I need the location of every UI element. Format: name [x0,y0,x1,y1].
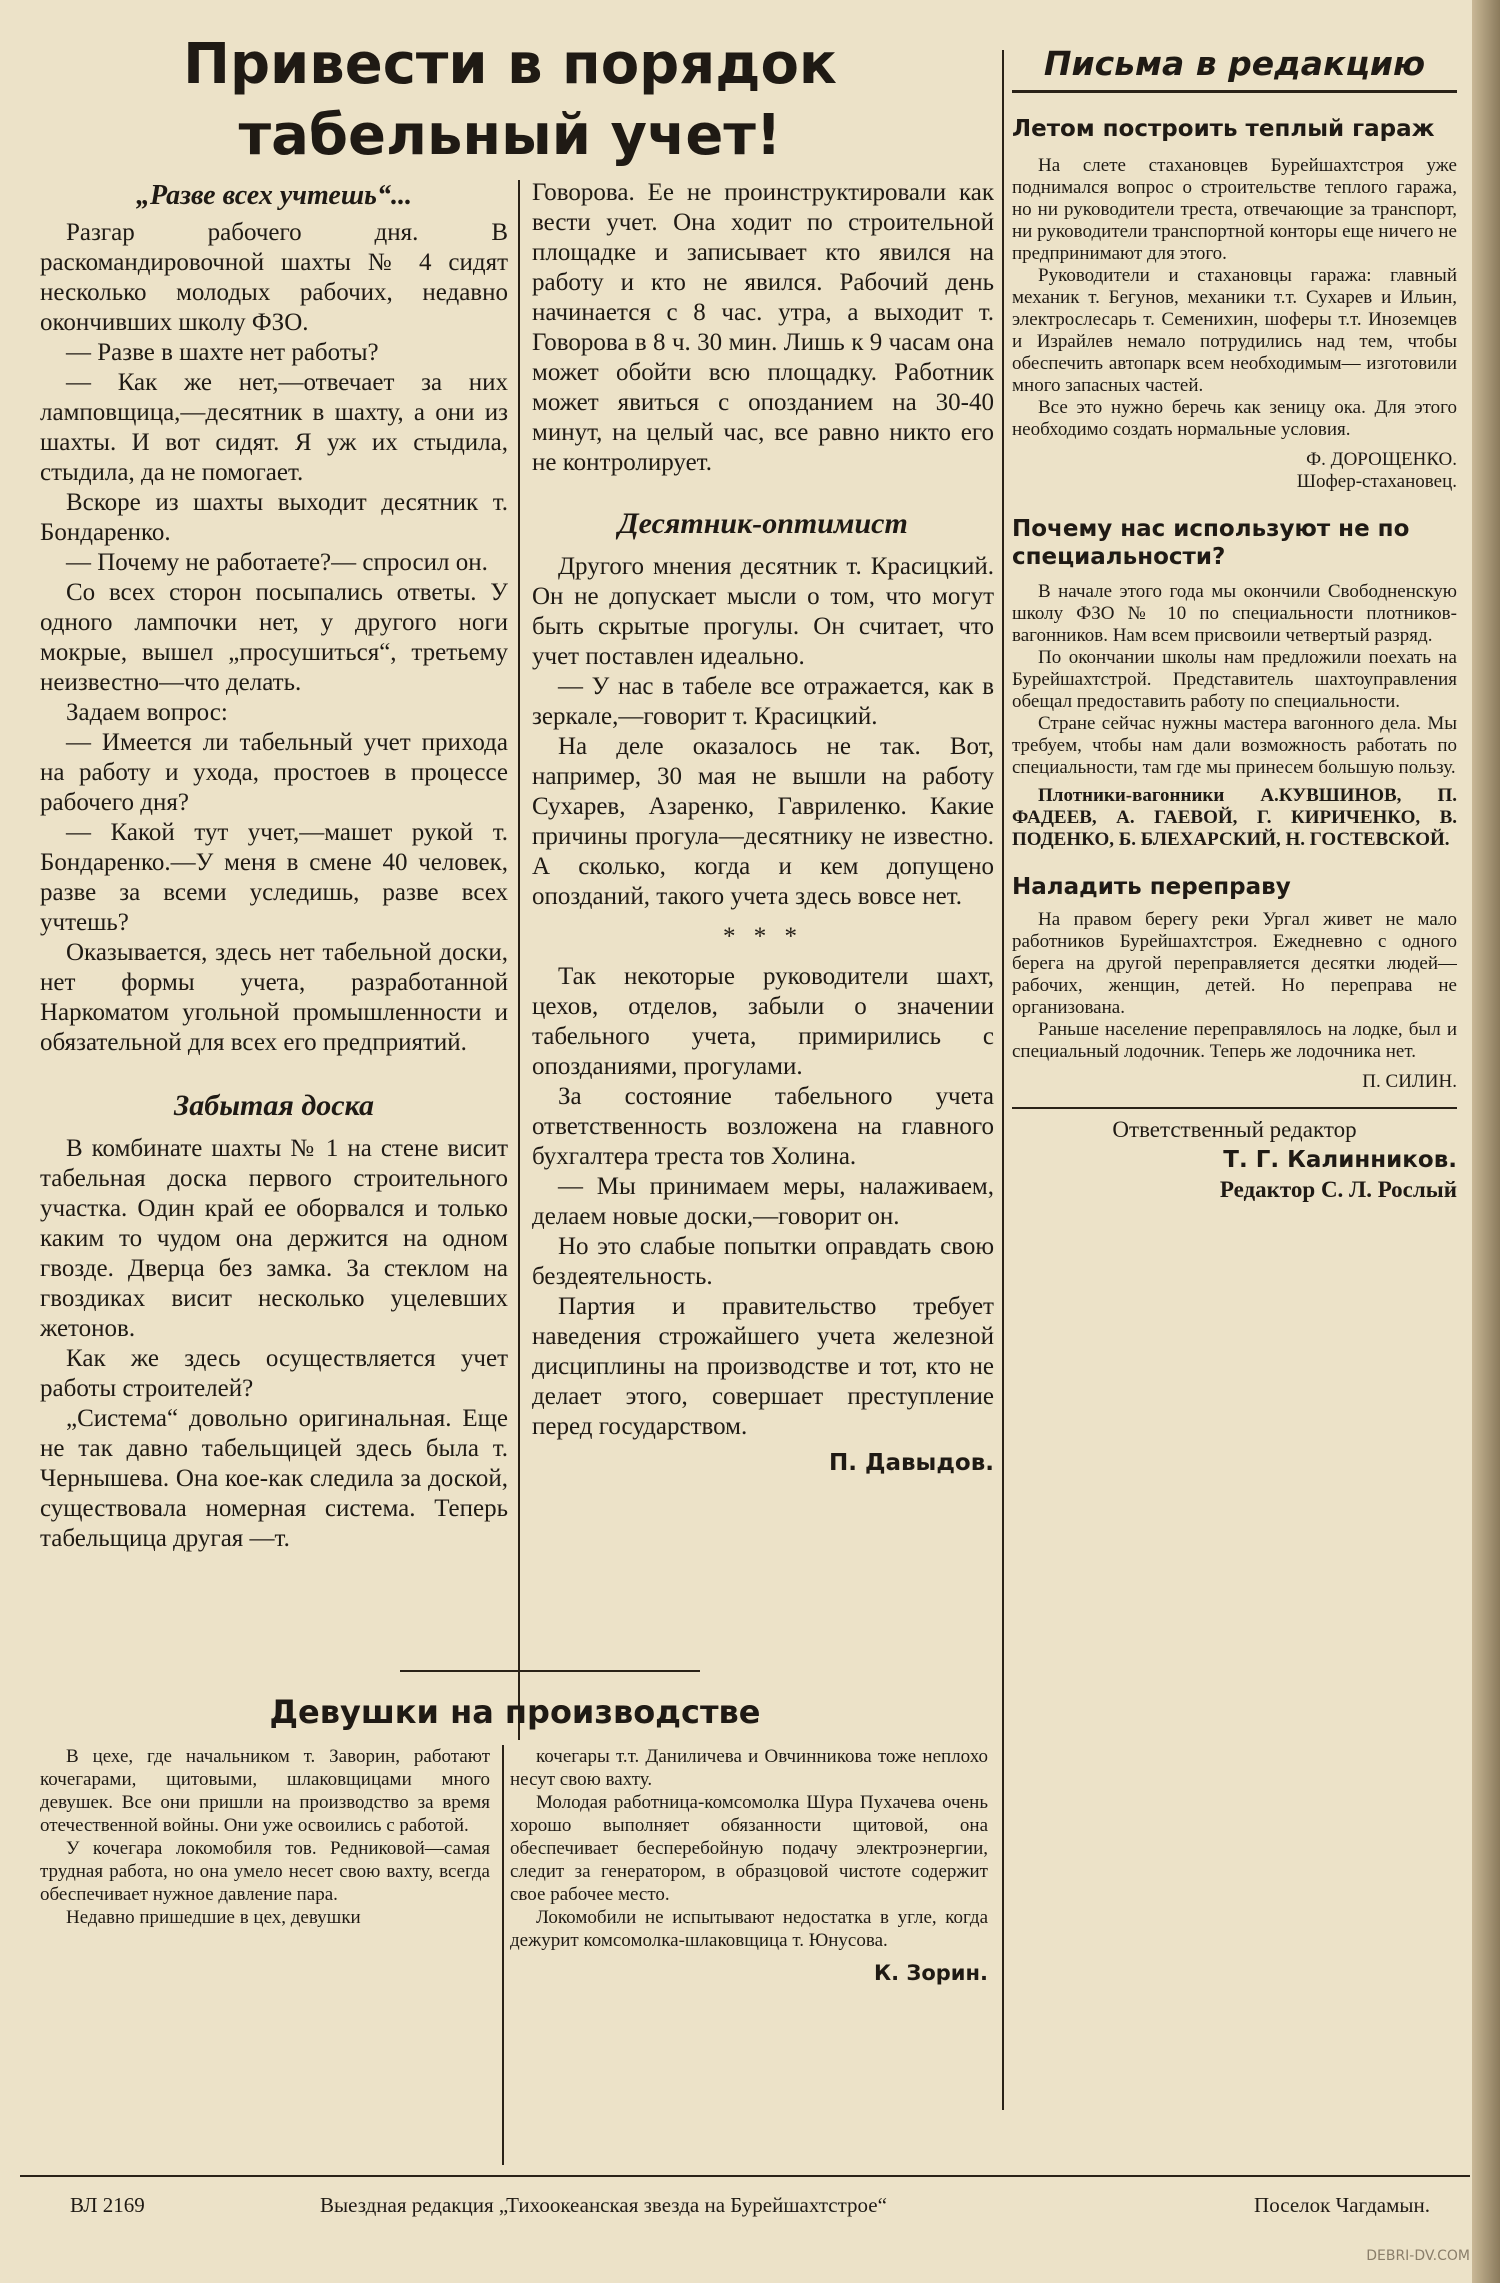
section-title: Десятник-оптимист [618,507,908,540]
article-signature: П. Давыдов. [828,1450,994,1476]
article-paragraph: — Какой тут учет,—машет рукой т. Бондаренко.—У меня в смене 40 человек, разве за всеми уследишь, разве всех учтешь? [40,819,508,936]
article-paragraph: В начале этого года мы окончили Свободненскую школу ФЗО № 10 по специальности плотников-вагонников. Нам всем присвоили четвертый разряд. [1012,581,1457,646]
article-paragraph: Раньше население переправлялось на лодке, был и специальный лодочник. Теперь же лодочника нет. [1012,1019,1457,1062]
article-paragraph: За состояние табельного учета ответственность возложена на главного бухгалтера треста тов Холина. [532,1083,994,1170]
article-paragraph: Партия и правительство требует наведения строжайшего учета железной дисциплины на производстве и тот, кто не делает этого, совершает преступление перед государством. [532,1293,994,1440]
article-paragraph: — Как же нет,—отвечает за них ламповщица,—десятник в шахту, а они из шахты. И вот сидят. Я уж их стыдила, стыдила, да не помогает. [40,369,508,486]
letter-signature: П. СИЛИН. [1362,1071,1457,1092]
watermark: DEBRI-DV.COM [1366,2248,1470,2264]
letter-signature: Ф. ДОРОЩЕНКО. [1306,449,1457,470]
article-paragraph: В цехе, где начальником т. Заворин, работают кочегарами, щитовыми, шлаковщицами много девушек. Все они пришли на производство за время отечественной войны. Они уже освоились с работой. [40,1746,490,1836]
article-paragraph: кочегары т.т. Даниличева и Овчинникова тоже неплохо несут свою вахту. [510,1746,988,1790]
letter-body [1012,581,1457,779]
print-code: ВЛ 2169 [70,2193,145,2217]
article-paragraph: — Имеется ли табельный учет прихода на работу и ухода, простоев в процессе рабочего дня? [40,729,508,816]
column-rule [502,1745,504,2165]
article-paragraph: Но это слабые попытки оправдать свою бездеятельность. [532,1233,994,1290]
article-paragraph: — Почему не работаете?— спросил он. [66,549,488,576]
binding-edge [1472,0,1500,2283]
article-paragraph: Локомобили не испытывают недостатка в угле, когда дежурит комсомолка-шлаковщица т. Юнусова. [510,1907,988,1951]
article-paragraph: Разгар рабочего дня. В раскомандировочной шахты № 4 сидят несколько молодых рабочих, недавно окончивших школу ФЗО. [40,219,508,336]
article-paragraph: На деле оказалось не так. Вот, например, 30 мая не вышли на работу Сухарев, Азаренко, Гавриленко. Какие причины прогула—десятнику не известно. А сколько, когда и кем допущено опозданий, такого учета здесь вовсе нет. [532,733,994,910]
bottom-column-1 [40,1745,490,2145]
ornament-rule [400,1670,700,1672]
article-paragraph: Со всех сторон посыпались ответы. У одного лампочки нет, у другого ноги мокрые, вышел „просушиться“, третьему неизвестно—что делать. [40,579,508,696]
main-column-1 [40,178,508,1748]
column-rule [1002,50,1004,2110]
article-paragraph: Вскоре из шахты выходит десятник т. Бондаренко. [40,489,508,546]
bottom-column-2 [510,1745,988,2165]
article-paragraph: Недавно пришедшие в цех, девушки [66,1907,361,1928]
article-paragraph: — У нас в табеле все отражается, как в зеркале,—говорит т. Красицкий. [532,673,994,730]
article-paragraph: На правом берегу реки Ургал живет не мало работников Бурейшахтстроя. Ежедневно с одного берега на другой переправляется десятки людей—рабочих, женщин, детей. Но переправа не организована. [1012,909,1457,1018]
article-paragraph: Так некоторые руководители шахт, цехов, отделов, забыли о значении табельного учета, примирились с опозданиями, прогулами. [532,963,994,1080]
letters-column [1012,42,1457,2092]
letter-title: Почему нас используют не по специальности? [1012,516,1410,570]
main-column-2 [532,178,994,1748]
column-rule [518,180,520,1740]
article-paragraph: Оказывается, здесь нет табельной доски, нет формы учета, разработанной Наркоматом угольной промышленности и обязательной для всех его предприятий. [40,939,508,1056]
article-paragraph: В комбинате шахты № 1 на стене висит табельная доска первого строительного участка. Один край ее оборвался и только каким то чудом она держится на одном гвозде. Дверца без замка. За стеклом на гвоздиках висит несколько уцелевших жетонов. [40,1135,508,1342]
article-paragraph: Руководители и стахановцы гаража: главный механик т. Бегунов, механики т.т. Сухарев и Ильин, электрослесарь т. Семенихин, шоферы т.т. Иноземцев и Израйлев немало потрудились над тем, чтобы обеспечить автопарк всем необходимым— изготовили много запасных частей. [1012,265,1457,396]
footer [70,2190,1450,2230]
article-paragraph: У кочегара локомобиля тов. Редниковой—самая трудная работа, но она умело несет свою вахту, всегда обеспечивает нужное давление пара. [40,1838,490,1905]
section-title: „Разве всех учтешь“... [136,180,412,211]
headline-line2: табельный учет! [238,103,782,168]
footer-rule [20,2175,1470,2177]
section-body [532,552,994,912]
section-title: Забытая доска [174,1089,374,1122]
headline-line1: Привести в порядок [183,32,837,97]
section-body [532,962,994,1442]
publisher-line: Выездная редакция „Тихоокеанская звезда на Бурейшахтстрое“ [320,2193,887,2217]
article-paragraph: „Система“ довольно оригинальная. Еще не так давно табельщицей здесь была т. Чернышева. Она кое-как следила за доской, существовала номерная система. Теперь табельщица другая —т. [40,1405,508,1552]
article-signature: К. Зорин. [873,1961,988,1985]
article-paragraph: — Мы принимаем меры, налаживаем, делаем новые доски,—говорит он. [532,1173,994,1230]
article-paragraph: Говорова. Ее не проинструктировали как вести учет. Она ходит по строительной площадке и записывает кто явился на работу и кто не явился. Рабочий день начинается с 8 час. утра, а выходит т. Говорова в 8 ч. 30 мин. Лишь к 9 часам она может обойти всю площадку. Работник может явиться с опозданием на 30-40 минут, на целый час, все равно никто его не контролирует. [532,179,994,476]
letter-signature: Плотники-вагонники А.КУВШИНОВ, П. ФАДЕЕВ, А. ГАЕВОЙ, Г. КИРИЧЕНКО, В. ПОДЕНКО, Б. БЛЕХАРСКИЙ, Н. ГОСТЕВСКОЙ. [1012,785,1457,850]
article-paragraph: По окончании школы нам предложили поехать на Бурейшахтстрой. Представитель шахтоуправления обещал предоставить работу по специальности. [1012,647,1457,712]
responsible-editor-label: Ответственный редактор [1112,1117,1357,1142]
letter-body [1012,909,1457,1063]
letters-header: Письма в редакцию [1012,42,1457,93]
separator-stars: * * * [723,923,803,950]
article-paragraph: Стране сейчас нужны мастера вагонного дела. Мы требуем, чтобы нам дали возможность работать по специальности, там где мы принесем большую пользу. [1012,713,1457,778]
responsible-editor-name: Т. Г. Калинников. [1223,1147,1457,1173]
letter-signature-role: Шофер-стахановец. [1296,471,1457,492]
editorial-credits [1012,1107,1457,1205]
letter-title: Наладить переправу [1012,874,1291,900]
article-paragraph: — Разве в шахте нет работы? [66,339,379,366]
bottom-headline: Девушки на производстве [269,1693,761,1731]
article-paragraph: Задаем вопрос: [66,699,228,726]
section-body [40,218,508,1058]
article-paragraph: На слете стахановцев Бурейшахтстроя уже поднимался вопрос о строительстве теплого гаража, но ни руководители треста, отвечающие за транспорт, ни руководители транспортной конторы еще ничего не предпринимают для этого. [1012,155,1457,264]
article-paragraph: Другого мнения десятник т. Красицкий. Он не допускает мысли о том, что могут быть скрытые прогулы. Он считает, что учет поставлен идеально. [532,553,994,670]
location-line: Поселок Чагдамын. [1254,2193,1430,2217]
letter-title: Летом построить теплый гараж [1012,116,1435,142]
letter-body [1012,155,1457,441]
section-body [40,1134,508,1554]
article-paragraph: Молодая работница-комсомолка Шура Пухачева очень хорошо выполняет обязанности щитовой, она обеспечивает бесперебойную подачу электроэнергии, следит за генератором, в образцовой чистоте содержит свое рабочее место. [510,1792,988,1905]
article-paragraph: Как же здесь осуществляется учет работы строителей? [40,1345,508,1402]
main-headline [40,30,980,190]
article-paragraph: Все это нужно беречь как зеницу ока. Для этого необходимо создать нормальные условия. [1012,397,1457,440]
editor-line: Редактор С. Л. Рослый [1219,1177,1457,1202]
